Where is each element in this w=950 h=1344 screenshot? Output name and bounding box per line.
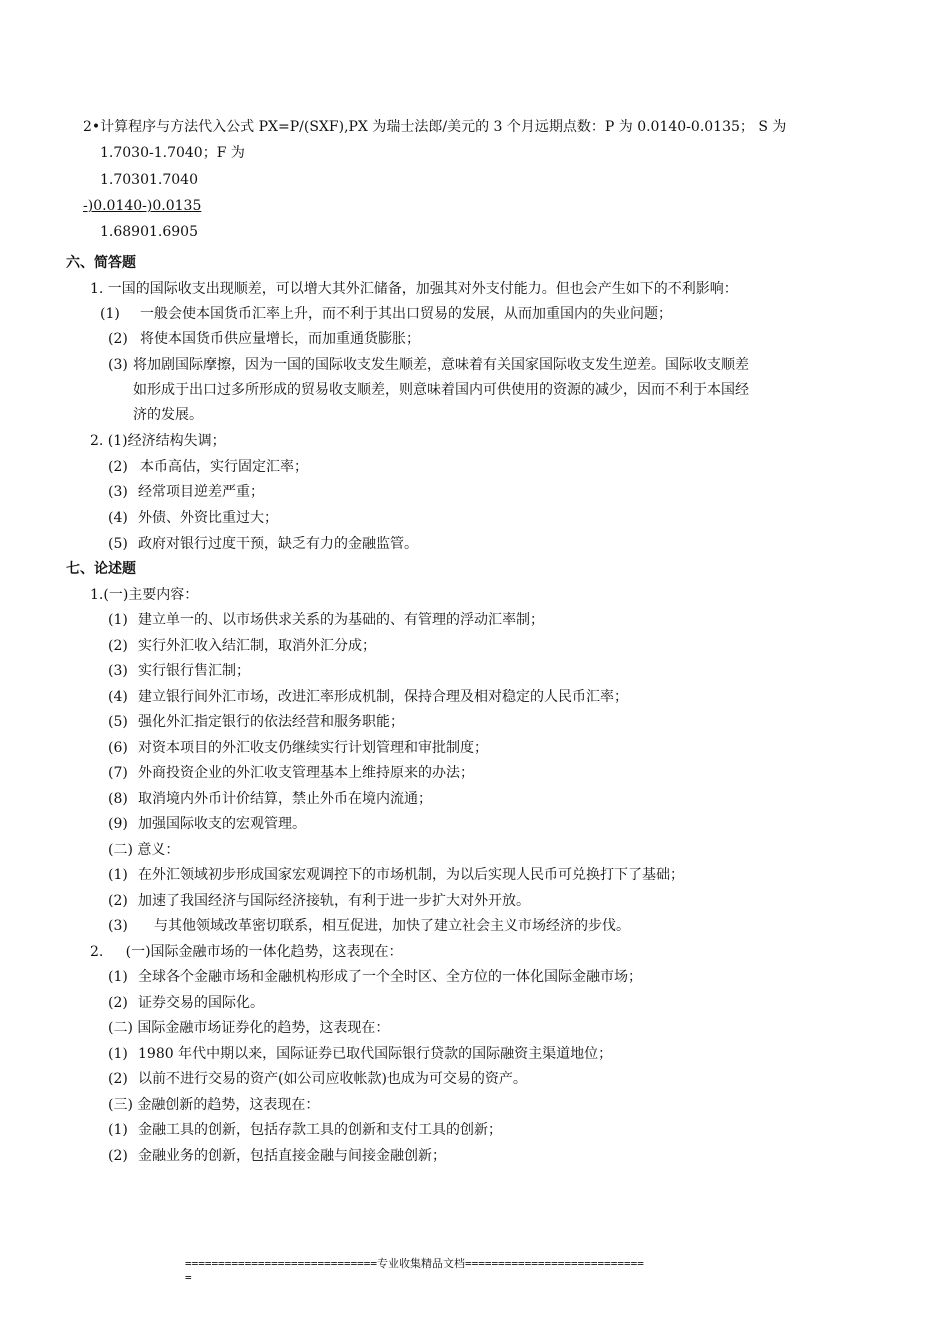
item-text: 强化外汇指定银行的依法经营和服务职能； (138, 714, 404, 730)
s6-q1-item (100, 305, 672, 323)
item-number: (1) (108, 612, 128, 628)
item-text: 政府对银行过度干预，缺乏有力的金融监管。 (138, 536, 418, 552)
item-text: 经常项目逆差严重； (138, 484, 264, 500)
item-text: 在外汇领域初步形成国家宏观调控下的市场机制，为以后实现人民币可兑换打下了基础； (138, 867, 684, 883)
s7-q2-sub2: (二) 国际金融市场证券化的趋势，这表现在： (108, 1020, 390, 1036)
calc-line-5: 1.68901.6905 (100, 224, 198, 240)
s7-q1-item (108, 815, 306, 833)
item-text: 将使本国货币供应量增长，而加重通货膨胀； (140, 331, 420, 347)
s7-q1-item (108, 688, 628, 706)
item-text: 金融业务的创新，包括直接金融与间接金融创新； (138, 1148, 446, 1164)
s7-q1-sub2-item (108, 892, 530, 910)
s7-q1-item (108, 764, 474, 782)
item-number: (3) (108, 663, 128, 679)
s6-q2-intro: 2. (1)经济结构失调； (90, 433, 226, 449)
s7-q1-item (108, 637, 376, 655)
calc-line-4: -)0.0140-)0.0135 (83, 198, 202, 214)
item-text: 以前不进行交易的资产(如公司应收帐款)也成为可交易的资产。 (138, 1071, 527, 1087)
s7-q1-item (108, 739, 488, 757)
s7-q1-sub2-item (108, 917, 630, 935)
item-text: 外债、外资比重过大； (138, 510, 278, 526)
item-number: (1) (108, 867, 128, 883)
item-number: (1) (100, 306, 120, 322)
s7-q1-item (108, 611, 544, 629)
s7-q2-c-item (108, 1121, 502, 1139)
s7-q2-c-item (108, 1147, 446, 1165)
item-text: 对资本项目的外汇收支仍继续实行计划管理和审批制度； (138, 740, 488, 756)
item-text: 实行银行售汇制； (138, 663, 250, 679)
calc-line-3: 1.70301.7040 (100, 172, 198, 188)
item-text: 金融工具的创新，包括存款工具的创新和支付工具的创新； (138, 1122, 502, 1138)
footer-line-1: =============================专业收集精品文档=========================== (185, 1257, 644, 1270)
s6-q2-item (108, 458, 308, 476)
s7-q2-intro-text: 2. (一)国际金融市场的一体化趋势，这表现在： (90, 944, 403, 960)
item-text: 将加剧国际摩擦，因为一国的国际收支发生顺差，意味着有关国家国际收支发生逆差。国际收支顺差 (133, 357, 749, 373)
s7-q2-sub3: (三) 金融创新的趋势，这表现在： (108, 1097, 320, 1113)
s6-q1-intro: 1. 一国的国际收支出现顺差，可以增大其外汇储备，加强其对外支付能力。但也会产生如下的不利影响： (90, 281, 738, 297)
s6-q1-item (108, 356, 749, 374)
item-text: 外商投资企业的外汇收支管理基本上维持原来的办法； (138, 765, 474, 781)
item-number: (2) (108, 893, 128, 909)
item-text: 1980 年代中期以来，国际证券已取代国际银行贷款的国际融资主渠道地位； (138, 1046, 613, 1062)
item-number: (1) (108, 1122, 128, 1138)
item-number: (5) (108, 714, 128, 730)
s7-q2-b-item (108, 1070, 527, 1088)
s6-q2-item (108, 535, 418, 553)
item-number: (2) (108, 331, 128, 347)
s6-q1-item3-cont: 济的发展。 (133, 407, 203, 423)
item-text: 加强国际收支的宏观管理。 (138, 816, 306, 832)
section-6-title: 六、简答题 (66, 255, 136, 271)
item-text: 全球各个金融市场和金融机构形成了一个全时区、全方位的一体化国际金融市场； (138, 969, 642, 985)
footer-line-2: = (185, 1271, 192, 1284)
s7-q1-item (108, 790, 432, 808)
item-number: (4) (108, 689, 128, 705)
item-number: (2) (108, 1148, 128, 1164)
item-number: (6) (108, 740, 128, 756)
s7-q1-intro: 1.(一)主要内容： (90, 587, 199, 603)
item-text: 建立单一的、以市场供求关系的为基础的、有管理的浮动汇率制； (138, 612, 544, 628)
calc-line-1: 2•计算程序与方法代入公式 PX=P/(SXF),PX 为瑞士法郎/美元的 3 个月远期点数：P 为 0.0140-0.0135； S 为 (83, 119, 787, 135)
item-number: (7) (108, 765, 128, 781)
s7-q2-intro (90, 943, 403, 961)
item-number: (3) (108, 484, 128, 500)
item-number: (2) (108, 1071, 128, 1087)
s7-q2-a-item (108, 994, 264, 1012)
item-number: (3) (108, 918, 128, 934)
item-text: 证券交易的国际化。 (138, 995, 264, 1011)
item-number: (3) (108, 357, 128, 373)
item-number: (2) (108, 995, 128, 1011)
item-text: 本币高估，实行固定汇率； (140, 459, 308, 475)
item-number: (1) (108, 969, 128, 985)
item-text: 取消境内外币计价结算，禁止外币在境内流通； (138, 791, 432, 807)
s7-q1-sub2: (二) 意义： (108, 842, 180, 858)
item-text: 实行外汇收入结汇制，取消外汇分成； (138, 638, 376, 654)
s7-q1-item (108, 662, 250, 680)
item-text: 加速了我国经济与国际经济接轨，有利于进一步扩大对外开放。 (138, 893, 530, 909)
section-7-title: 七、论述题 (66, 561, 136, 577)
item-text: 一般会使本国货币汇率上升，而不利于其出口贸易的发展，从而加重国内的失业问题； (140, 306, 672, 322)
s6-q1-item3-cont: 如形成于出口过多所形成的贸易收支顺差，则意味着国内可供使用的资源的减少，因而不利于本国经 (133, 382, 749, 398)
s6-q2-item (108, 509, 278, 527)
s7-q2-b-item (108, 1045, 612, 1063)
item-number: (8) (108, 791, 128, 807)
s7-q1-item (108, 713, 404, 731)
item-number: (4) (108, 510, 128, 526)
item-number: (9) (108, 816, 128, 832)
item-number: (2) (108, 459, 128, 475)
calc-line-2: 1.7030-1.7040；F 为 (100, 145, 245, 161)
item-number: (2) (108, 638, 128, 654)
item-number: (1) (108, 1046, 128, 1062)
item-number: (5) (108, 536, 128, 552)
s6-q1-item (108, 330, 420, 348)
s6-q2-item (108, 483, 264, 501)
item-text: 与其他领域改革密切联系，相互促进，加快了建立社会主义市场经济的步伐。 (154, 918, 630, 934)
s7-q2-a-item (108, 968, 642, 986)
s7-q1-sub2-item (108, 866, 684, 884)
item-text: 建立银行间外汇市场，改进汇率形成机制，保持合理及相对稳定的人民币汇率； (138, 689, 628, 705)
